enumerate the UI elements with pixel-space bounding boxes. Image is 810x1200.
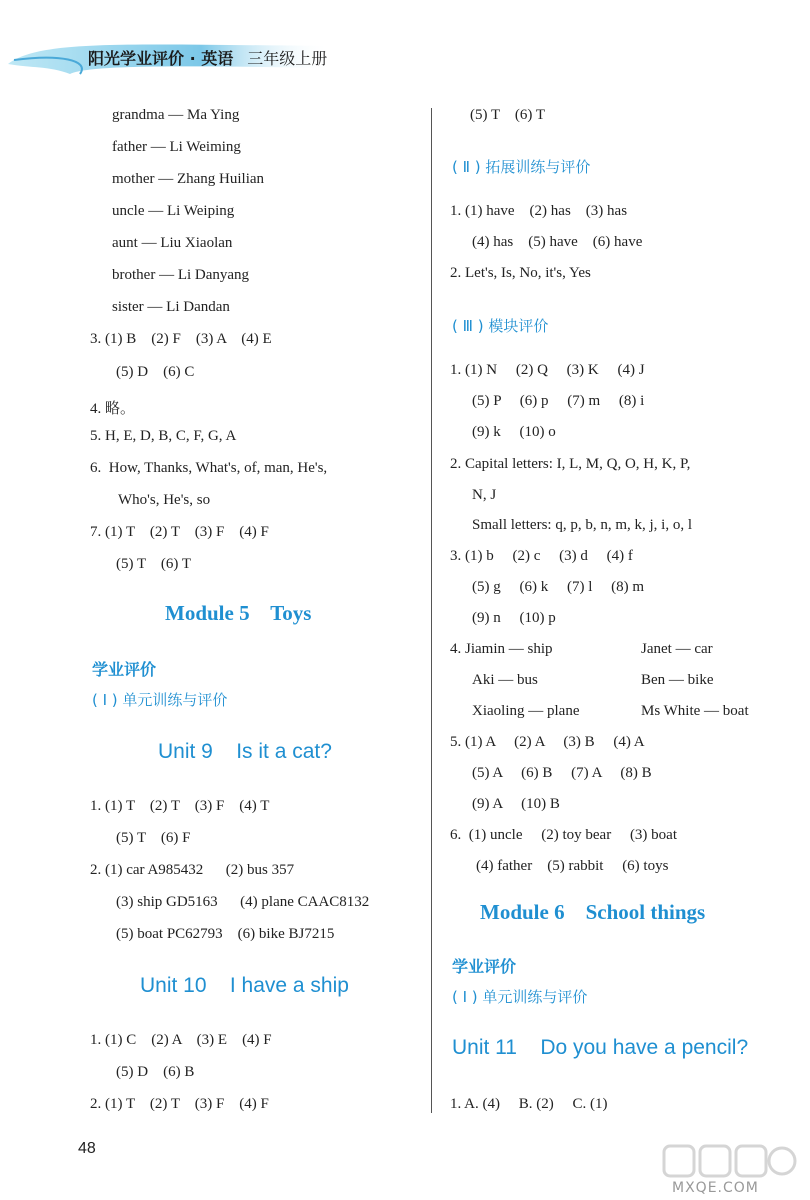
answer-line: 5. H, E, D, B, C, F, G, A (90, 428, 237, 444)
answer-line: 7. (1) T (2) T (3) F (4) F (90, 524, 269, 540)
answer-line: (3) ship GD5163 (4) plane CAAC8132 (116, 894, 370, 910)
family-line: grandma — Ma Ying (112, 107, 240, 123)
page-number: 48 (78, 1140, 96, 1157)
answer-line: Janet — car (641, 641, 713, 657)
grade-label: 三年级上册 (247, 49, 328, 68)
section-title: 学业评价 (92, 660, 157, 679)
subsection-title: ( Ⅱ ) 拓展训练与评价 (452, 158, 591, 176)
watermark-text: MXQE.COM (672, 1180, 759, 1196)
answer-line: Ms White — boat (641, 703, 749, 719)
unit-title: Unit 9 Is it a cat? (158, 740, 332, 763)
answer-line: (5) P (6) p (7) m (8) i (472, 393, 645, 409)
subsection-title: ( I ) 单元训练与评价 (92, 691, 228, 709)
column-divider (431, 108, 432, 1113)
answer-line: 5. (1) A (2) A (3) B (4) A (450, 734, 645, 750)
family-line: mother — Zhang Huilian (112, 171, 265, 187)
answer-line: (9) k (10) o (472, 424, 556, 440)
answer-line: Small letters: q, p, b, n, m, k, j, i, o, l (472, 517, 692, 533)
answer-line: (4) has (5) have (6) have (472, 234, 643, 250)
answer-line: 6. How, Thanks, What's, of, man, He's, (90, 460, 328, 476)
answer-line: 1. (1) T (2) T (3) F (4) T (90, 798, 270, 814)
header-title (88, 46, 327, 69)
family-line: father — Li Weiming (112, 139, 241, 155)
answer-line: 2. Let's, Is, No, it's, Yes (450, 265, 591, 281)
answer-line: (5) D (6) C (116, 364, 195, 380)
answer-line: (5) g (6) k (7) l (8) m (472, 579, 645, 595)
header-banner (0, 38, 400, 78)
answer-line: 3. (1) B (2) F (3) A (4) E (90, 331, 272, 347)
answer-line: 1. (1) C (2) A (3) E (4) F (90, 1032, 272, 1048)
subsection-title: ( Ⅲ ) 模块评价 (452, 317, 549, 335)
family-line: sister — Li Dandan (112, 299, 230, 315)
answer-line: 4. Jiamin — ship (450, 641, 553, 657)
answer-line: (5) T (6) F (116, 830, 191, 846)
answer-line: N, J (472, 487, 497, 503)
answer-line: 3. (1) b (2) c (3) d (4) f (450, 548, 633, 564)
answer-line: 2. (1) T (2) T (3) F (4) F (90, 1096, 269, 1112)
answer-line: 1. (1) have (2) has (3) has (450, 203, 628, 219)
answer-line: (4) father (5) rabbit (6) toys (476, 858, 669, 874)
answer-line: (5) T (6) T (116, 556, 191, 572)
answer-line: (9) n (10) p (472, 610, 556, 626)
module-title: Module 6 School things (480, 900, 706, 924)
answer-line: Aki — bus (472, 672, 538, 688)
unit-title: Unit 11 Do you have a pencil? (452, 1036, 749, 1059)
answer-line: (5) T (6) T (470, 107, 545, 123)
family-line: uncle — Li Weiping (112, 203, 235, 219)
unit-title: Unit 10 I have a ship (140, 974, 349, 997)
family-line: brother — Li Danyang (112, 267, 250, 283)
answer-line: 2. Capital letters: I, L, M, Q, O, H, K, P, (450, 456, 691, 472)
subsection-title: ( I ) 单元训练与评价 (452, 988, 588, 1006)
answer-line: (5) D (6) B (116, 1064, 195, 1080)
answer-line: 6. (1) uncle (2) toy bear (3) boat (450, 827, 678, 843)
answer-line: 4. 略。 (90, 401, 136, 417)
section-title: 学业评价 (452, 957, 517, 976)
answer-line: 1. (1) N (2) Q (3) K (4) J (450, 362, 645, 378)
answer-line: Ben — bike (641, 672, 714, 688)
module-title: Module 5 Toys (165, 601, 312, 625)
answer-line: Who's, He's, so (118, 492, 211, 508)
family-line: aunt — Liu Xiaolan (112, 235, 233, 251)
answer-line: (9) A (10) B (472, 796, 560, 812)
answer-line: (5) boat PC62793 (6) bike BJ7215 (116, 926, 335, 942)
answer-line: 1. A. (4) B. (2) C. (1) (450, 1096, 608, 1112)
answer-line: (5) A (6) B (7) A (8) B (472, 765, 652, 781)
book-title: 阳光学业评价 · 英语 (88, 49, 234, 68)
answer-line: 2. (1) car A985432 (2) bus 357 (90, 862, 295, 878)
answer-line: Xiaoling — plane (472, 703, 580, 719)
